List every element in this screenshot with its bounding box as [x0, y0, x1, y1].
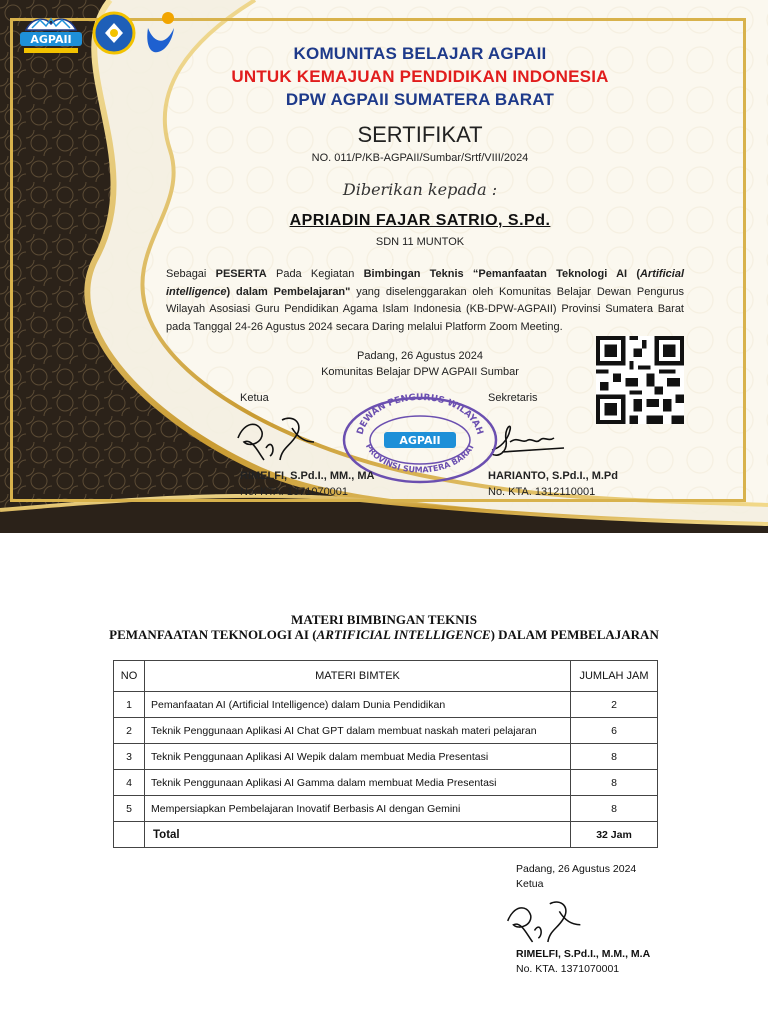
- row-jam: 2: [571, 692, 658, 718]
- left-signer-name: RIMELFI, S.Pd.I., MM., MA: [240, 470, 375, 482]
- organization-line: Komunitas Belajar DPW AGPAII Sumbar: [321, 366, 519, 378]
- materi-title-line-2: [84, 627, 684, 643]
- header-line-1: KOMUNITAS BELAJAR AGPAII: [293, 44, 547, 63]
- column-header-materi: MATERI BIMTEK: [145, 661, 571, 692]
- bottom-signature-icon: [502, 892, 588, 948]
- total-row: [114, 822, 658, 848]
- row-jam: 8: [571, 770, 658, 796]
- materi-title-line-1: MATERI BIMBINGAN TEKNIS: [291, 612, 477, 627]
- left-role: Ketua: [240, 392, 269, 404]
- right-signer-kta: No. KTA. 1312110001: [488, 486, 596, 498]
- table-row: [114, 796, 658, 822]
- bottom-role: Ketua: [516, 878, 544, 890]
- row-materi: Teknik Penggunaan Aplikasi AI Gamma dalam membuat Media Presentasi: [145, 770, 571, 796]
- total-empty-cell: [114, 822, 145, 848]
- total-value: 32 Jam: [571, 822, 658, 848]
- bottom-place-date: Padang, 26 Agustus 2024: [516, 863, 637, 875]
- certificate-body: [166, 266, 684, 336]
- place-date: Padang, 26 Agustus 2024: [357, 350, 483, 362]
- given-to-label: Diberikan kepada :: [342, 180, 498, 199]
- header-line-3: DPW AGPAII SUMATERA BARAT: [285, 90, 555, 109]
- ketua-signature-icon: [232, 408, 322, 466]
- materi-title-part: PEMANFAATAN TEKNOLOGI AI (: [109, 627, 317, 642]
- stamp-top-text: DEWAN PENGURUS WILAYAH: [355, 392, 485, 436]
- body-text-part: Sebagai: [166, 268, 216, 280]
- table-row: [114, 744, 658, 770]
- materi-table: [113, 660, 658, 848]
- table-row: [114, 770, 658, 796]
- logo-text: AGPAII: [30, 33, 72, 46]
- certificate-number: NO. 011/P/KB-AGPAII/Sumbar/Srtf/VIII/2024: [311, 152, 529, 164]
- tut-wuri-handayani-icon: [92, 11, 136, 55]
- body-text-bold: Bimbingan Teknis: [363, 268, 464, 280]
- left-signer-kta: No. KTA. 1371070001: [240, 486, 349, 498]
- body-text-bold: “Pemanfaatan Teknologi AI (: [463, 268, 640, 280]
- row-jam: 8: [571, 796, 658, 822]
- materi-title-italic: ARTIFICIAL INTELLIGENCE: [316, 627, 491, 642]
- row-jam: 6: [571, 718, 658, 744]
- row-materi: Mempersiapkan Pembelajaran Inovatif Berbasis AI dengan Gemini: [145, 796, 571, 822]
- stamp-bottom-text: PROVINSI SUMATERA BARAT: [363, 442, 477, 475]
- column-header-no: NO: [114, 661, 145, 692]
- row-materi: Teknik Penggunaan Aplikasi AI Wepik dalam membuat Media Presentasi: [145, 744, 571, 770]
- recipient-school: SDN 11 MUNTOK: [375, 236, 465, 248]
- recipient-name: APRIADIN FAJAR SATRIO, S.Pd.: [289, 212, 551, 229]
- qr-code-icon: [596, 336, 684, 424]
- materi-title-part: ) DALAM PEMBELAJARAN: [490, 627, 659, 642]
- sekretaris-signature-icon: [488, 418, 568, 462]
- table-row: [114, 718, 658, 744]
- total-label: Total: [145, 822, 571, 848]
- right-signer-name: HARIANTO, S.Pd.I., M.Pd: [488, 470, 618, 482]
- bottom-signer-name: RIMELFI, S.Pd.I., M.M., M.A: [516, 948, 651, 960]
- row-no: 2: [114, 718, 145, 744]
- body-text-italic: Artificial intelligence: [166, 268, 684, 298]
- table-header-row: [114, 661, 658, 692]
- header-line-2: UNTUK KEMAJUAN PENDIDIKAN INDONESIA: [231, 67, 609, 86]
- bottom-signer-kta: No. KTA. 1371070001: [516, 963, 620, 975]
- row-no: 4: [114, 770, 145, 796]
- row-no: 3: [114, 744, 145, 770]
- column-header-jam: JUMLAH JAM: [571, 661, 658, 692]
- body-text-bold: PESERTA: [215, 268, 267, 280]
- body-text-part: yang diselenggarakan oleh Komunitas Belajar Dewan Pengurus Wilayah Asosiasi Guru Pendidikan Agama Islam Indonesia (KB-DPW-AGPAII) Provinsi Sumatera Barat pada Tanggal 24-26 Agustus 2024 secara Daring melalui Platform Zoom Meeting.: [166, 285, 684, 333]
- row-materi: Teknik Penggunaan Aplikasi AI Chat GPT dalam membuat naskah materi pelajaran: [145, 718, 571, 744]
- logo-row: [18, 10, 178, 56]
- stamp-logo-text: AGPAII: [399, 434, 441, 447]
- agpaii-logo-icon: [18, 10, 84, 56]
- right-role: Sekretaris: [488, 392, 538, 404]
- row-materi: Pemanfaatan AI (Artificial Intelligence) dalam Dunia Pendidikan: [145, 692, 571, 718]
- body-text-part: Pada Kegiatan: [266, 268, 364, 280]
- row-jam: 8: [571, 744, 658, 770]
- row-no: 5: [114, 796, 145, 822]
- table-row: [114, 692, 658, 718]
- merdeka-belajar-icon: [144, 10, 178, 56]
- row-no: 1: [114, 692, 145, 718]
- certificate-title: SERTIFIKAT: [357, 122, 483, 147]
- body-text-bold: ) dalam Pembelajaran": [226, 285, 351, 298]
